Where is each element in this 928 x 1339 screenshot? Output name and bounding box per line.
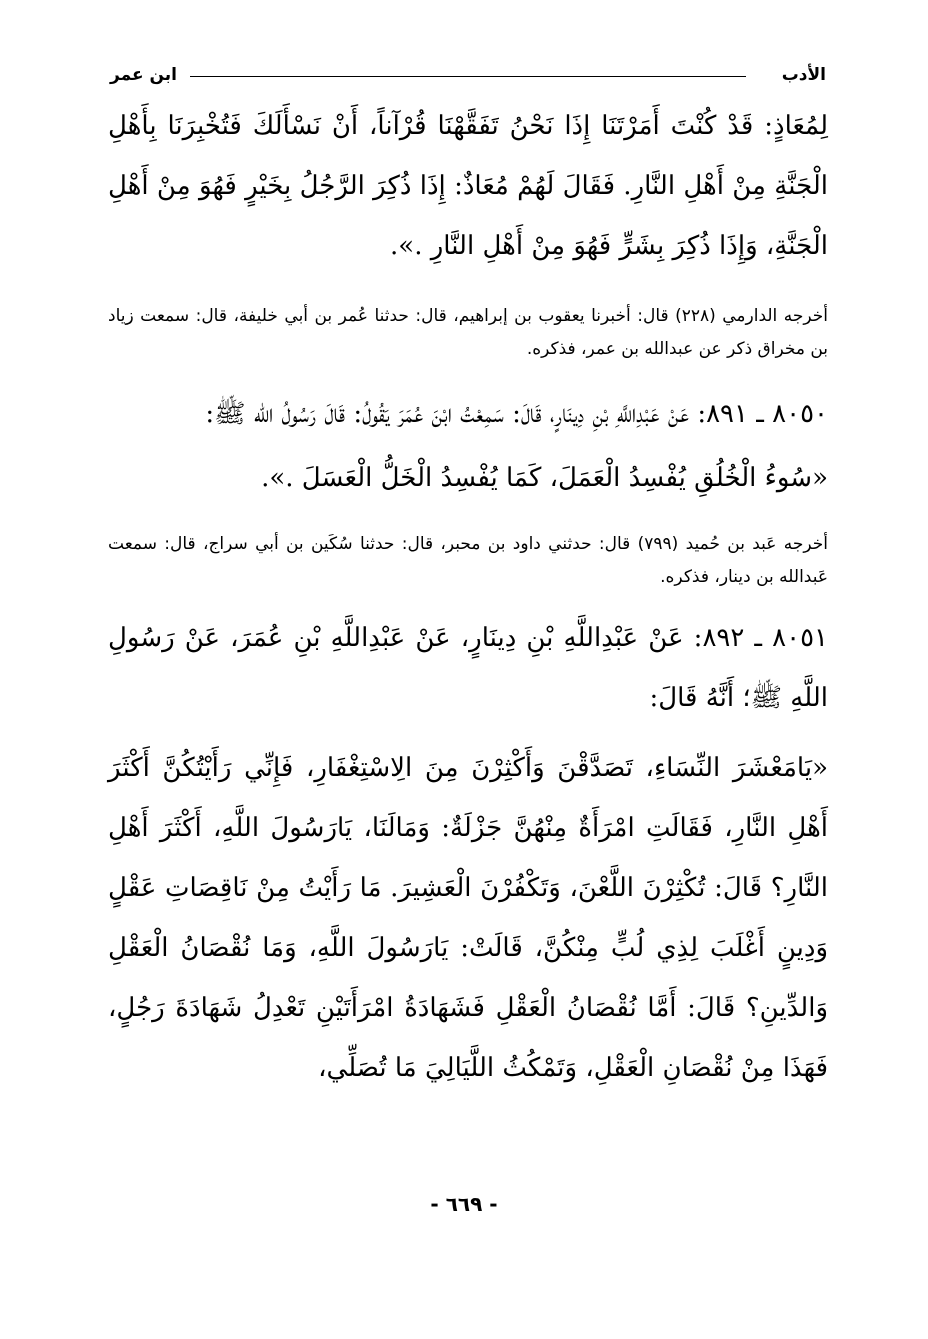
hadith-text-continuation: لِمُعَاذٍ: قَدْ كُنْتَ أَمَرْتَنَا إِذَا نَحْنُ تَفَقَّهْنَا قُرْآناً، أَنْ نَسْأَلَكَ فَتُخْبِرَنَا بِأَهْلِ الْجَنَّةِ مِنْ أَهْلِ النَّارِ. فَقَالَ لَهُمْ مُعَاذٌ: إِذَا ذُكِرَ الرَّجُلُ بِخَيْرٍ فَهُوَ مِنْ أَهْلِ الْجَنَّةِ، وَإِذَا ذُكِرَ بِشَرٍّ فَهُوَ مِنْ أَهْلِ النَّارِ .».	[108, 111, 828, 261]
header-rule	[190, 76, 746, 77]
takhrij-note: أخرجه عَبد بن حُميد (٧٩٩) قال: حدثني داود بن محبر، قال: حدثنا سُكَين بن أبي سراج، قال: سمعت عَبدالله بن دينار، فذكره.	[108, 534, 828, 587]
takhrij-note: أخرجه الدارمي (٢٢٨) قال: أخبرنا يعقوب بن إبراهيم، قال: حدثنا عُمر بن أبي خليفة، قال: سمعت زياد بن مخراق ذكر عن عبدالله بن عمر، فذكره.	[108, 306, 828, 359]
hadith-heading: ٨٠٥٠ ـ ٨٩١: عَنْ عَبْدِاللَّهِ بْنِ دِينَارٍ، قَالَ: سَمِعْتُ ابْنَ عُمَرَ يَقُولُ: قَالَ رَسُولُ الله ﷺ:	[205, 399, 828, 429]
page-number: - ٦٦٩ -	[430, 1192, 498, 1216]
hadith-text: «سُوءُ الْخُلُقِ يُفْسِدُ الْعَمَلَ، كَمَا يُفْسِدُ الْخَلُّ الْعَسَلَ .».	[261, 463, 828, 493]
hadith-heading: ٨٠٥١ ـ ٨٩٢: عَنْ عَبْدِاللَّهِ بْنِ دِينَارٍ، عَنْ عَبْدِاللَّهِ بْنِ عُمَرَ، عَنْ رَسُولِ اللَّهِ ﷺ؛ أَنَّهُ قَالَ:	[108, 623, 828, 713]
hadith-text: «يَامَعْشَرَ النِّسَاءِ، تَصَدَّقْنَ وَأَكْثِرْنَ مِنَ الِاسْتِغْفَارِ، فَإِنِّي رَأَيْتُكُنَّ أَكْثَرَ أَهْلِ النَّارِ، فَقَالَتِ امْرَأَةٌ مِنْهُنَّ جَزْلَةٌ: وَمَالَنَا، يَارَسُولَ اللَّهِ، أَكْثَرَ أَهْلِ النَّارِ؟ قَالَ: تُكْثِرْنَ اللَّعْنَ، وَتَكْفُرْنَ الْعَشِيرَ. مَا رَأَيْتُ مِنْ نَاقِصَاتِ عَقْلٍ وَدِينٍ أَغْلَبَ لِذِي لُبٍّ مِنْكُنَّ، قَالَتْ: يَارَسُولَ اللَّهِ، وَمَا نُقْصَانُ الْعَقْلِ وَالدِّينِ؟ قَالَ: أَمَّا نُقْصَانُ الْعَقْلِ فَشَهَادَةُ امْرَأَتَيْنِ تَعْدِلُ شَهَادَةَ رَجُلٍ، فَهَذَا مِنْ نُقْصَانِ الْعَقْلِ، وَتَمْكُثُ اللَّيَالِيَ مَا تُصَلِّي،	[108, 753, 828, 1083]
narrator-name: ابن عمر	[110, 65, 178, 85]
page-content	[108, 96, 828, 1098]
chapter-title: الأدب	[781, 65, 826, 85]
running-header	[110, 60, 826, 90]
